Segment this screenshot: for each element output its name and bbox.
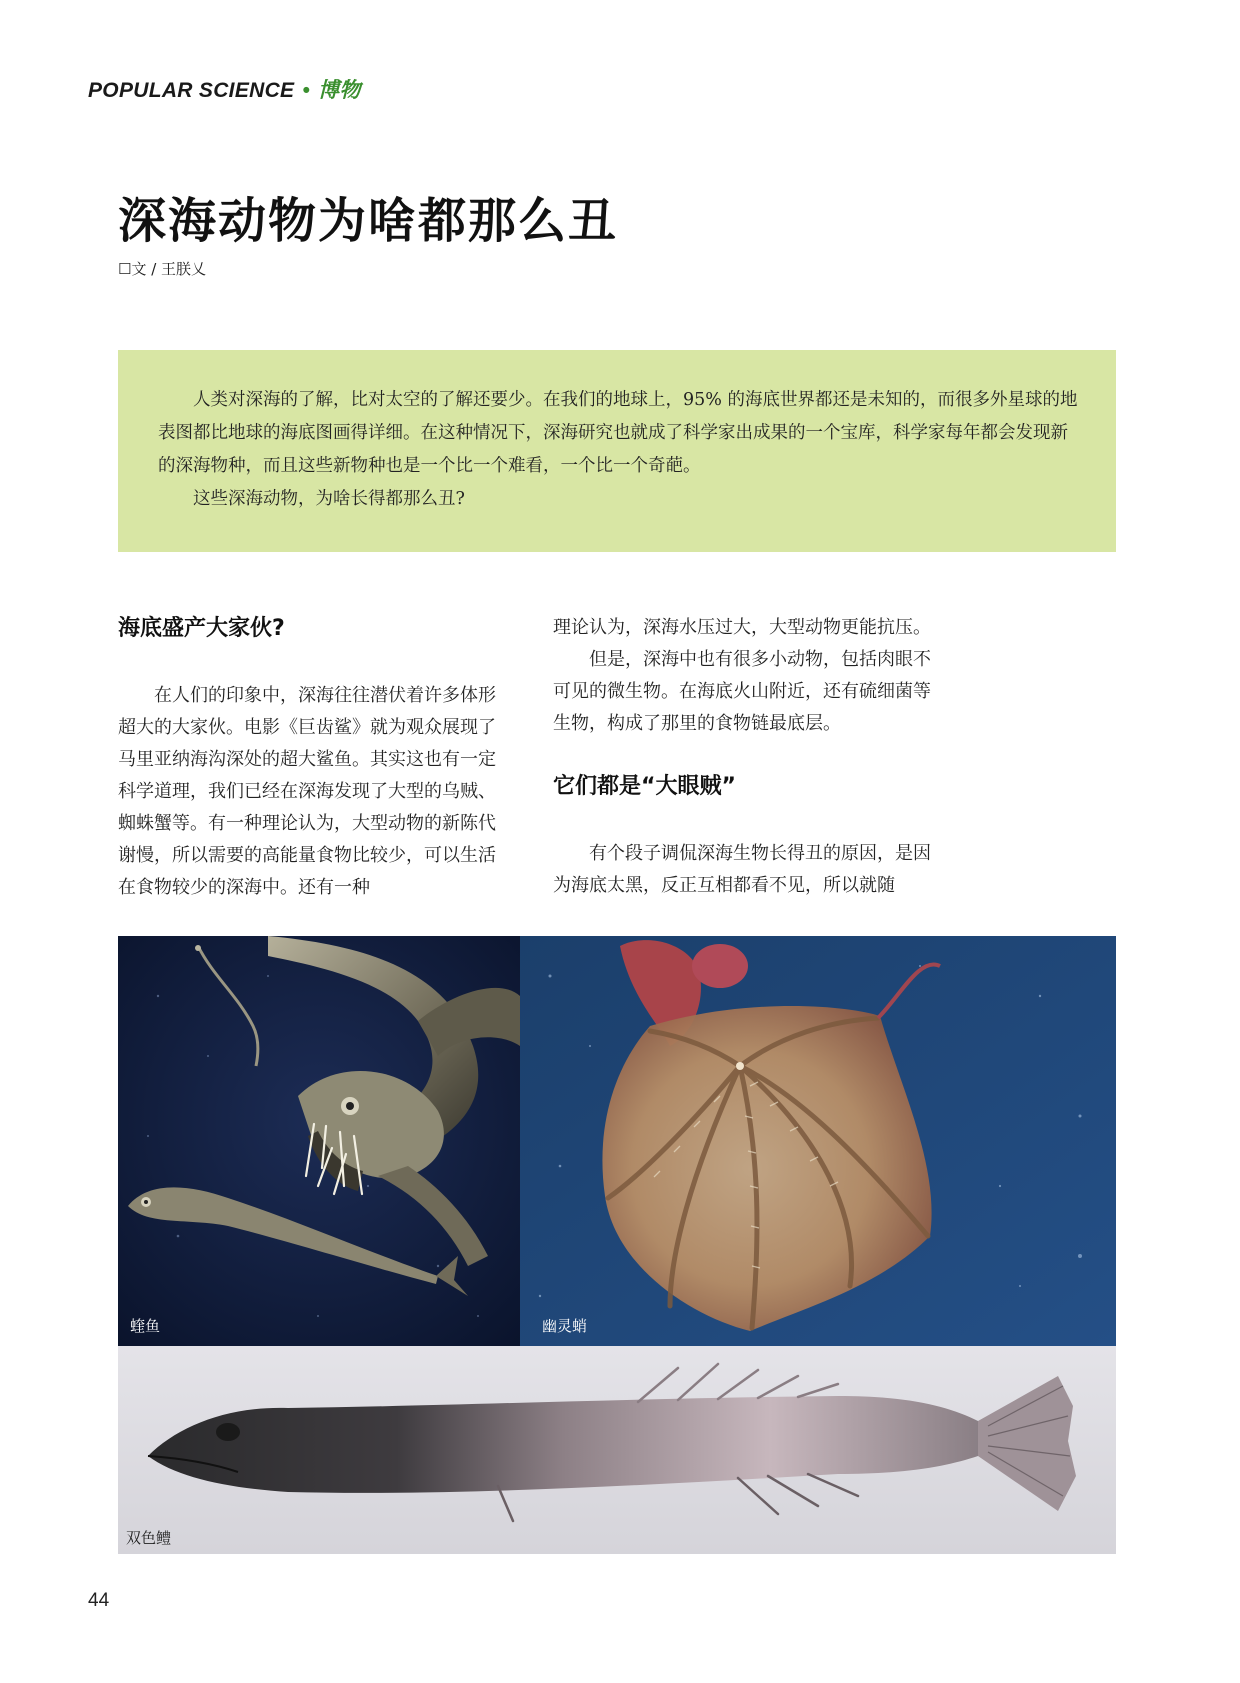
fish-specimen-illustration <box>118 1346 1116 1554</box>
intro-box <box>118 350 1116 552</box>
header-separator: • <box>302 79 311 102</box>
magazine-name: POPULAR SCIENCE <box>88 79 295 102</box>
section1-paragraph-1: 在人们的印象中，深海往往潜伏着许多体形超大的大家伙。电影《巨齿鲨》就为观众展现了马里亚纳海沟深处的超大鲨鱼。其实这也有一定科学道理，我们已经在深海发现了大型的乌贼、蜘蛛蟹等。有一种理论认为，大型动物的新陈代谢慢，所以需要的高能量食物比较少，可以生活在食物较少的深海中。还有一种 <box>118 685 496 898</box>
photo2-caption: 幽灵蛸 <box>542 1317 588 1335</box>
magazine-header <box>88 74 361 104</box>
vampire-squid-photo <box>520 936 1116 1346</box>
article-byline: ☐文 / 王朕乂 <box>118 260 207 278</box>
photo1-caption: 蝰鱼 <box>130 1317 161 1335</box>
column-left <box>118 612 508 904</box>
viperfish-illustration <box>118 936 520 1346</box>
column-right <box>553 612 943 902</box>
article-title: 深海动物为啥都那么丑 <box>118 193 619 249</box>
section1-paragraph-2: 但是，深海中也有很多小动物，包括肉眼不可见的微生物。在海底火山附近，还有硫细菌等生物，构成了那里的食物链最底层。 <box>553 649 931 734</box>
section1-paragraph-1-continued: 理论认为，深海水压过大，大型动物更能抗压。 <box>553 617 931 638</box>
intro-paragraph-1: 人类对深海的了解，比对太空的了解还要少。在我们的地球上，95% 的海底世界都还是未知的，而很多外星球的地表图都比地球的海底图画得详细。在这种情况下，深海研究也就成了科学家出成果的一个宝库，科学家每年都会发现新的深海物种，而且这些新物种也是一个比一个难看，一个比一个奇葩。 <box>158 390 1078 476</box>
intro-paragraph-2: 这些深海动物，为啥长得都那么丑? <box>193 489 465 509</box>
section2-paragraph-1: 有个段子调侃深海生物长得丑的原因，是因为海底太黑，反正互相都看不见，所以就随 <box>553 843 931 896</box>
section2-heading: 它们都是“大眼贼” <box>553 774 736 799</box>
viperfish-photo <box>118 936 520 1346</box>
section-name: 博物 <box>318 78 361 102</box>
fish-specimen-photo <box>118 1346 1116 1554</box>
photo3-caption: 双色鳢 <box>126 1529 172 1547</box>
section1-heading: 海底盛产大家伙? <box>118 616 285 641</box>
vampire-squid-illustration <box>520 936 1116 1346</box>
page-number: 44 <box>88 1590 110 1611</box>
